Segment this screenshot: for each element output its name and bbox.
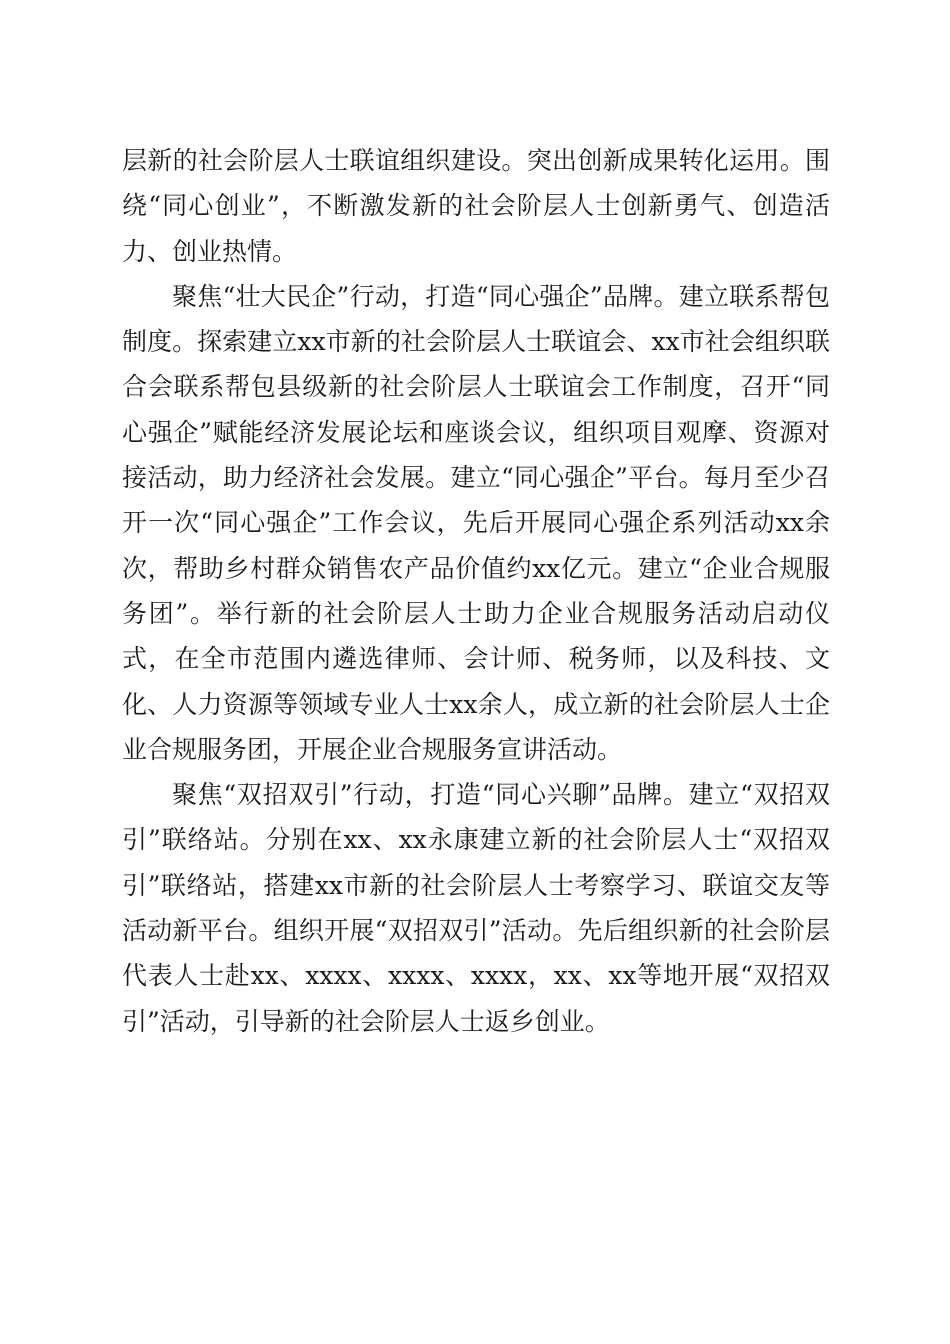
paragraph-continuation: 层新的社会阶层人士联谊组织建设。突出创新成果转化运用。围绕“同心创业”，不断激发新的社会阶层人士创新勇气、创造活力、创业热情。 [122, 146, 830, 266]
paragraph-double-recruitment: 聚焦“双招双引”行动，打造“同心兴聊”品牌。建立“双招双引”联络站。分别在xx、xx永康建立新的社会阶层人士“双招双引”联络站，搭建xx市新的社会阶层人士考察学习、联谊交友等活动新平台。组织开展“双招双引”活动。先后组织新的社会阶层代表人士赴xx、xxxx、xxxx、xxxx，xx、xx等地开展“双招双引”活动，引导新的社会阶层人士返乡创业。 [122, 780, 830, 1036]
paragraph-strong-enterprise: 聚焦“壮大民企”行动，打造“同心强企”品牌。建立联系帮包制度。探索建立xx市新的社会阶层人士联谊会、xx市社会组织联合会联系帮包县级新的社会阶层人士联谊会工作制度，召开“同心强企”赋能经济发展论坛和座谈会议，组织项目观摩、资源对接活动，助力经济社会发展。建立“同心强企”平台。每月至少召开一次“同心强企”工作会议，先后开展同心强企系列活动xx余次，帮助乡村群众销售农产品价值约xx亿元。建立“企业合规服务团”。举行新的社会阶层人士助力企业合规服务活动启动仪式，在全市范围内遴选律师、会计师、税务师，以及科技、文化、人力资源等领域专业人士xx余人，成立新的社会阶层人士企业合规服务团，开展企业合规服务宣讲活动。 [122, 281, 830, 764]
document-body [122, 138, 830, 1044]
